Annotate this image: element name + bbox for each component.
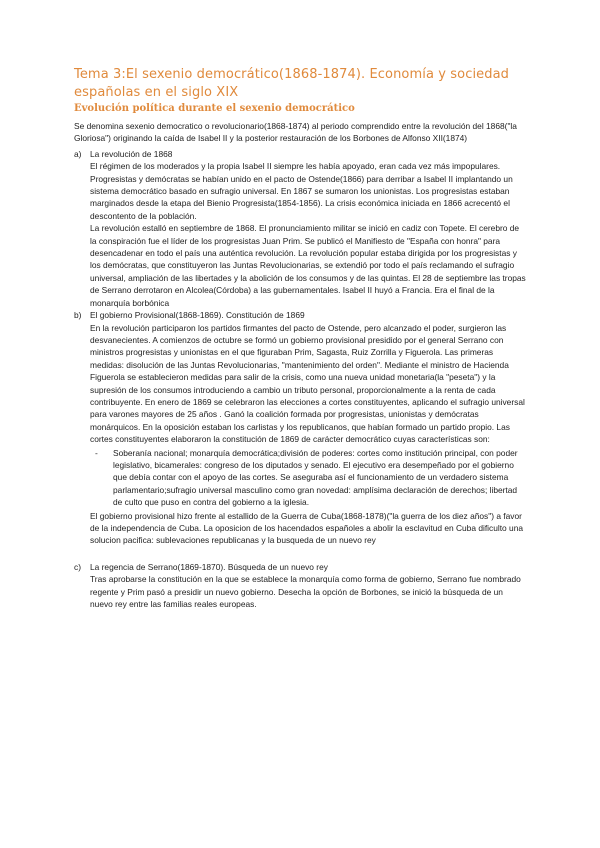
- section-a-marker: a): [74, 148, 82, 159]
- section-b-marker: b): [74, 310, 82, 321]
- document-title: Tema 3:El sexenio democrático(1868-1874). Economía y sociedad españolas en el siglo XIX: [74, 67, 510, 100]
- section-a-heading: La revolución de 1868: [90, 148, 173, 159]
- section-c: [74, 561, 526, 611]
- section-subtitle: Evolución política durante el sexenio democrático: [74, 103, 355, 114]
- section-b: [74, 309, 526, 547]
- section-c-paragraph-1: Tras aprobarse la constitución en la que se establece la monarquía como forma de gobierno, Serrano fue nombrado regente y Prim pasó a presidir un nuevo gobierno. Desecha la opción de Borbones, se inició la búsqueda de un nuevo rey entre las familias reales europeas.: [90, 574, 521, 610]
- section-b-heading: El gobierno Provisional(1868-1869). Constitución de 1869: [90, 310, 305, 321]
- section-a: [74, 148, 526, 309]
- section-b-paragraph-1: En la revolución participaron los partidos firmantes del pacto de Ostende, pero alcanzado el poder, surgieron las desvanecientes. A comienzos de octubre se formó un gobierno provisional presidido por el general Serrano con ministros progresistas y unionistas en el que figuraban Prim, Sagasta, Ruiz Zorrilla y Figuerola. Las primeras medidas: disolución de las Juntas Revolucionarias, "mantenimiento del orden". Mediante el ministro de Hacienda Figuerola se establecieron medidas para salir de la crisis, como una nueva unidad monetaria(la "peseta") y la supresión de los consumos introduciendo a cambio un tributo personal, proporcionalmente a la renta de cada contribuyente. En enero de 1869 se celebraron las elecciones a cortes constituyentes, aplicando el sufragio universal para varones mayores de 25 años . Ganó la coalición formada por progresistas, unionistas y demócratas monárquicos. En la oposición estaban los carlistas y los republicanos, que habían formado un partido propio. Las cortes constituyentes elaboraron la constitución de 1869 de carácter democrático cuyas características son:: [90, 322, 525, 445]
- bullet-dash: -: [95, 447, 98, 458]
- section-c-marker: c): [74, 561, 81, 572]
- intro-paragraph: Se denomina sexenio democratico o revolucionario(1868-1874) al periodo comprendido entre la revolución del 1868("la Gloriosa") originando la caída de Isabel II y la posterior restauración de los Borbones de Alfonso XII(1874): [74, 121, 517, 144]
- bullet-text: Soberanía nacional; monarquía democrática;división de poderes: cortes como institución principal, con poder legislativo, bicamerales: congreso de los diputados y senado. El ejecutivo era desempeñado por el gobierno que debía contar con el apoyo de las cortes. Se aseguraba así el funcionamiento de un verdadero sistema parlamentario;sufragio universal masculino como gran novedad: amplísima declaración de derechos; libertad de culto que puso en contra del gobierno a la iglesia.: [113, 447, 518, 508]
- section-a-paragraph-1: El régimen de los moderados y la propia Isabel II siempre les había apoyado, eran cada vez más impopulares. Progresistas y demócratas se habían unido en el pacto de Ostende(1866) para derribar a Isabel II implantando un sistema democrático basado en sufragio universal. En 1867 se sumaron los unionistas. Los progresistas estaban marginados desde la etapa del Bienio Progresista(1854-1856). La crisis económica iniciada en 1866 acrecentó el descontento de la población.: [90, 161, 513, 221]
- constitution-features-bullet: [90, 447, 526, 509]
- section-b-closing: El gobierno provisional hizo frente al estallido de la Guerra de Cuba(1868-1878)("la guerra de los diez años") a favor de la independencia de Cuba. La oposicion de los hacendados españoles a abolir la esclavitud en Cuba dificulto una solucion pacifica: sublevaciones republicanas y la busqueda de un nuevo rey: [90, 510, 524, 546]
- section-a-paragraph-2: La revolución estalló en septiembre de 1868. El pronunciamiento militar se inició en cadiz con Topete. El cerebro de la conspiración fue el líder de los progresistas Juan Prim. Se publicó el Manifiesto de "España con honra" para desencadenar en todo el país una auténtica revolución. La revolución popular estaba dirigida por los progresistas y los demócratas, que constituyeron las Juntas Revolucionarias, se extendió por todo el país reclamando el sufragio universal, ampliación de las libertades y la abolición de los consumos y de las quintas. El 28 de septiembre las tropas de Serrano derrotaron en Alcolea(Córdoba) a las gubernamentales. Isabel II huyó a Francia. Era el final de la monarquía borbónica: [90, 223, 526, 308]
- section-c-heading: La regencia de Serrano(1869-1870). Búsqueda de un nuevo rey: [90, 561, 328, 572]
